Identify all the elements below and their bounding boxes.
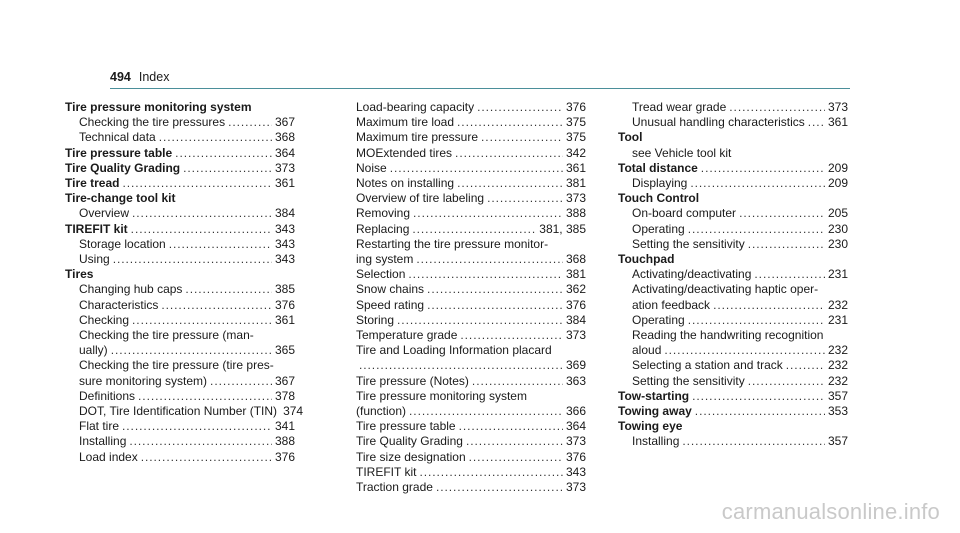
page-reference[interactable]: 384 [274,206,295,221]
watermark: carmanualsonline.info [721,499,940,524]
page-reference[interactable]: 232 [827,343,848,358]
dot-leader [413,206,563,221]
index-entry[interactable] [65,298,295,313]
index-entry[interactable] [618,176,848,191]
index-entry[interactable] [618,222,848,237]
page-reference[interactable]: 364 [274,145,295,160]
index-entry[interactable] [356,282,586,297]
entry-label: Speed rating [356,297,425,312]
page-reference[interactable]: 366 [565,404,586,419]
index-column-3 [618,100,848,450]
entry-label: Installing [79,434,127,449]
index-entry[interactable] [65,252,295,267]
page-reference[interactable]: 361 [827,115,848,130]
entry-label: Activating/deactivating [632,267,752,282]
entry-label: sure monitoring system) [79,373,208,388]
page-reference[interactable]: 376 [274,297,295,312]
dot-leader [692,389,825,404]
dot-leader [390,161,563,176]
dot-leader [228,115,272,130]
index-entry[interactable] [356,130,586,145]
page-reference[interactable]: 232 [827,358,848,373]
index-entry[interactable] [618,206,848,221]
index-column-2 [356,100,586,495]
page-reference[interactable]: 343 [274,236,295,251]
entry-label: Maximum tire pressure [356,130,479,145]
dot-leader [397,313,563,328]
entry-label: TIREFIT kit [356,464,417,479]
page-reference[interactable]: 374 [283,404,304,419]
index-entry[interactable] [618,374,848,389]
index-entry[interactable] [356,374,586,389]
index-entry-text: Restarting the tire pressure monitor- [356,236,549,251]
index-entry[interactable] [356,161,586,176]
dot-leader [113,252,272,267]
entry-label: Tire Quality Grading [65,160,181,175]
page-reference[interactable]: 353 [827,404,848,419]
index-entry[interactable] [65,237,295,252]
page-reference[interactable]: 357 [827,434,848,449]
index-entry[interactable] [65,419,295,434]
entry-label: Storing [356,312,395,327]
index-entry[interactable] [65,343,295,358]
page-reference[interactable]: 369 [565,358,586,373]
index-entry[interactable] [356,115,586,130]
page-reference[interactable]: 384 [565,312,586,327]
dot-leader [466,434,563,449]
page-reference[interactable]: 209 [827,176,848,191]
dot-leader [111,343,272,358]
page-reference[interactable]: 361 [274,176,295,191]
entry-label: Setting the sensitivity [632,236,745,251]
page-reference[interactable]: 381, 385 [539,221,586,236]
page-reference[interactable]: 343 [274,221,295,236]
section-title: Index [138,70,170,84]
index-entry[interactable] [65,222,295,237]
index-entry-text: Reading the handwriting recognition [632,328,824,343]
index-entry[interactable] [618,358,848,373]
dot-leader [175,146,272,161]
page-reference[interactable]: 231 [827,312,848,327]
index-entry[interactable] [356,419,586,434]
dot-leader [469,450,563,465]
page-reference[interactable]: 373 [565,434,586,449]
index-entry-text: Tire pressure monitoring system [356,388,527,403]
page-reference[interactable]: 385 [274,282,295,297]
entry-label: Checking the tire pressures [79,115,226,130]
index-entry-text: Checking the tire pressure (man- [79,328,254,343]
index-entry[interactable] [356,191,586,206]
entry-label: DOT, Tire Identification Number (TIN) [79,404,278,419]
index-entry[interactable] [618,434,848,449]
page-reference[interactable]: 367 [274,115,295,130]
page-reference[interactable]: 373 [565,328,586,343]
dot-leader [688,313,825,328]
page-reference[interactable]: 230 [827,236,848,251]
entry-label: Selection [356,267,406,282]
entry-label: Replacing [356,221,410,236]
entry-label: Notes on installing [356,176,455,191]
index-entry[interactable] [356,206,586,221]
dot-leader [359,358,563,373]
entry-label: Load index [79,449,138,464]
index-entry[interactable] [356,222,586,237]
page-reference[interactable]: 375 [565,130,586,145]
index-entry[interactable] [356,465,586,480]
page-reference[interactable]: 343 [274,252,295,267]
index-entry[interactable] [356,252,586,267]
dot-leader [129,434,272,449]
page-reference[interactable]: 341 [274,419,295,434]
index-entry[interactable] [618,115,848,130]
entry-label: Operating [632,312,685,327]
entry-label: ation feedback [632,297,711,312]
dot-leader [457,176,563,191]
index-entry[interactable] [356,450,586,465]
page-reference[interactable]: 373 [827,100,848,114]
index-entry[interactable] [65,176,295,191]
page-reference[interactable]: 342 [565,145,586,160]
page-reference[interactable]: 373 [565,480,586,495]
entry-label: Technical data [79,130,156,145]
page-reference[interactable]: 365 [274,343,295,358]
dot-leader [455,146,563,161]
dot-leader [122,176,272,191]
dot-leader [122,419,272,434]
dot-leader [701,161,825,176]
dot-leader [412,222,536,237]
index-entry[interactable] [356,100,586,115]
index-entry[interactable] [618,100,848,115]
dot-leader [169,237,272,252]
index-entry[interactable] [356,298,586,313]
dot-leader [487,191,563,206]
page-reference[interactable]: 378 [274,388,295,403]
entry-label: Maximum tire load [356,115,455,130]
dot-leader [427,282,563,297]
page-reference[interactable]: 388 [274,434,295,449]
index-entry-text: Activating/deactivating haptic oper- [632,282,819,297]
dot-leader [460,328,563,343]
dot-leader [138,389,272,404]
dot-leader [132,206,272,221]
dot-leader [690,176,825,191]
page-reference[interactable]: 375 [565,115,586,130]
index-entry[interactable] [356,176,586,191]
index-heading: Touchpad [618,252,675,267]
page-reference[interactable]: 368 [274,130,295,145]
dot-leader [695,404,825,419]
page-reference[interactable]: 376 [565,297,586,312]
index-entry[interactable] [618,404,848,419]
index-entry[interactable] [65,404,304,419]
index-entry[interactable] [65,146,295,161]
entry-label: Tread wear grade [632,100,727,114]
index-entry[interactable] [356,146,586,161]
entry-label: Installing [632,434,680,449]
dot-leader [409,404,563,419]
dot-leader [748,374,825,389]
index-heading: Tire pressure monitoring system [65,100,252,114]
page-reference[interactable]: 376 [565,100,586,114]
entry-label: Using [79,252,110,267]
dot-leader [459,419,563,434]
index-entry[interactable] [356,267,586,282]
entry-label: Changing hub caps [79,282,183,297]
dot-leader [786,358,825,373]
index-heading: Tire-change tool kit [65,191,176,206]
index-entry[interactable] [65,434,295,449]
page-number: 494 [110,70,131,84]
dot-leader [477,100,563,115]
index-entry[interactable] [65,282,295,297]
entry-label: Overview of tire labeling [356,191,485,206]
entry-label: Setting the sensitivity [632,373,745,388]
index-entry[interactable] [65,313,295,328]
page-reference[interactable]: 230 [827,221,848,236]
index-entry[interactable] [618,343,848,358]
entry-label: Removing [356,206,411,221]
entry-label: Noise [356,160,387,175]
index-entry[interactable] [618,389,848,404]
entry-label: Tow-starting [618,388,690,403]
index-entry[interactable] [356,434,586,449]
page-reference[interactable]: 231 [827,267,848,282]
index-entry[interactable] [65,206,295,221]
entry-label: MOExtended tires [356,145,453,160]
index-entry[interactable] [65,130,295,145]
dot-leader [436,480,563,495]
dot-leader [748,237,825,252]
index-entry-text: see Vehicle tool kit [632,145,732,160]
index-heading: Tool [618,130,643,145]
page-reference[interactable]: 232 [827,373,848,388]
page-header [110,70,169,84]
entry-label: ually) [79,343,108,358]
page-reference[interactable]: 381 [565,267,586,282]
page-reference[interactable]: 373 [274,160,295,175]
header-rule [110,88,850,89]
entry-label: Tire tread [65,176,120,191]
page-reference[interactable]: 376 [565,449,586,464]
dot-leader [739,206,825,221]
entry-label: Flat tire [79,419,120,434]
entry-label: Tire pressure (Notes) [356,373,469,388]
dot-leader [141,450,272,465]
page-reference[interactable]: 205 [827,206,848,221]
entry-label: Selecting a station and track [632,358,783,373]
page-reference[interactable]: 367 [274,373,295,388]
index-heading: Towing eye [618,419,683,434]
index-entry[interactable] [356,313,586,328]
index-column-1 [65,100,304,465]
entry-label: Tire pressure table [356,419,456,434]
entry-label: Towing away [618,404,692,419]
entry-label: Temperature grade [356,328,458,343]
index-entry[interactable] [65,161,295,176]
page-reference[interactable]: 364 [565,419,586,434]
index-entry[interactable] [356,404,586,419]
page-reference[interactable]: 381 [565,176,586,191]
page-reference[interactable]: 232 [827,297,848,312]
entry-label: Checking [79,312,130,327]
page-reference[interactable]: 373 [565,191,586,206]
entry-label: ing system [356,252,414,267]
entry-label: Characteristics [79,297,159,312]
dot-leader [419,465,563,480]
index-entry[interactable] [65,374,295,389]
page-reference[interactable]: 376 [274,449,295,464]
index-entry[interactable] [65,115,295,130]
dot-leader [132,313,272,328]
entry-label: Snow chains [356,282,425,297]
index-entry[interactable] [356,480,586,495]
dot-leader [457,115,563,130]
entry-label: Tire size designation [356,449,466,464]
page-reference[interactable]: 343 [565,464,586,479]
dot-leader [210,374,272,389]
index-heading: Touch Control [618,191,700,206]
index-entry[interactable] [618,313,848,328]
page-reference[interactable]: 361 [565,160,586,175]
entry-label: Displaying [632,176,688,191]
index-entry[interactable] [618,298,848,313]
index-entry-text: Checking the tire pressure (tire pres- [79,358,274,373]
entry-label: Tire pressure table [65,145,173,160]
dot-leader [481,130,563,145]
entry-label: On-board computer [632,206,737,221]
page-reference[interactable]: 361 [274,312,295,327]
dot-leader [185,282,272,297]
dot-leader [754,267,825,282]
entry-label: Tire Quality Grading [356,434,463,449]
page-reference[interactable]: 362 [565,282,586,297]
index-entry[interactable] [65,450,295,465]
dot-leader [472,374,563,389]
entry-label: (function) [356,404,407,419]
index-entry[interactable] [65,389,295,404]
page-reference[interactable]: 368 [565,252,586,267]
page-reference[interactable]: 209 [827,160,848,175]
index-entry-text: Tire and Loading Information placard [356,343,552,358]
dot-leader [416,252,563,267]
entry-label: Operating [632,221,685,236]
entry-label: aloud [632,343,662,358]
entry-label: Storage location [79,236,166,251]
index-entry[interactable] [618,267,848,282]
dot-leader [183,161,272,176]
page-reference[interactable]: 357 [827,388,848,403]
entry-label: Load-bearing capacity [356,100,475,114]
index-heading: Tires [65,267,94,282]
entry-label: Overview [79,206,130,221]
dot-leader [713,298,825,313]
index-entry[interactable] [356,358,586,373]
dot-leader [688,222,825,237]
dot-leader [131,222,272,237]
entry-label: TIREFIT kit [65,221,128,236]
page-reference[interactable]: 388 [565,206,586,221]
dot-leader [427,298,563,313]
dot-leader [682,434,825,449]
dot-leader [159,130,272,145]
dot-leader [664,343,825,358]
page-reference[interactable]: 363 [565,373,586,388]
entry-label: Definitions [79,388,136,403]
index-entry[interactable] [618,161,848,176]
entry-label: Traction grade [356,480,433,495]
dot-leader [408,267,563,282]
dot-leader [808,115,825,130]
index-entry[interactable] [618,237,848,252]
dot-leader [161,298,272,313]
index-entry[interactable] [356,328,586,343]
entry-label: Unusual handling characteristics [632,115,805,130]
dot-leader [729,100,825,115]
entry-label: Total distance [618,160,698,175]
